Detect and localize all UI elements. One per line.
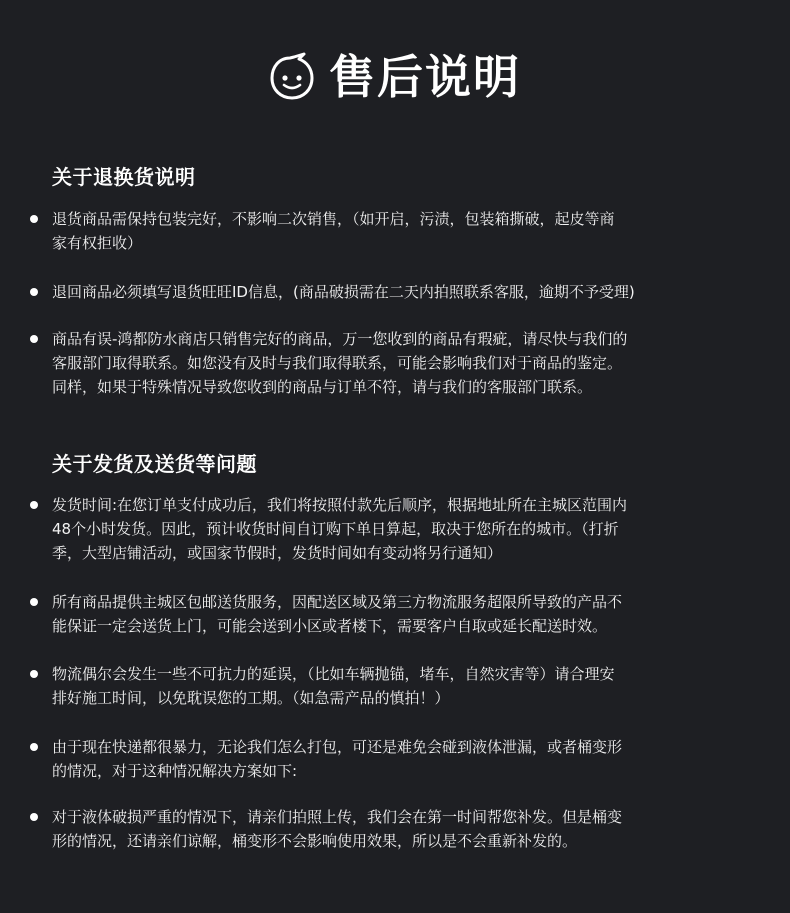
smiley-face-icon (269, 52, 315, 102)
list-item (30, 493, 760, 565)
header (0, 44, 790, 110)
list-item-text: 退回商品必须填写退货旺旺ID信息，(商品破损需在二天内拍照联系客服，逾期不予受理) (52, 283, 635, 301)
bullet-icon (30, 598, 38, 606)
list-item (30, 207, 760, 255)
page-title: 售后说明 (329, 50, 521, 104)
list-item-text: 发货时间:在您订单支付成功后，我们将按照付款先后顺序，根据地址所在主城区范围内 48个小时发货。因此，预计收货时间自订购下单日算起，取决于您所在的城市。（打折 季，大型店铺活动，或国家节假时，发货时间如有变动将另行通知） (52, 496, 628, 562)
bullet-icon (30, 501, 38, 509)
list-item (30, 590, 760, 638)
bullet-icon (30, 288, 38, 296)
list-item-text: 物流偶尔会发生一些不可抗力的延误，（比如车辆抛锚，堵车，自然灾害等）请合理安 排好施工时间，以免耽误您的工期。（如急需产品的慎拍！） (52, 665, 615, 707)
list-item (30, 735, 760, 783)
bullet-icon (30, 743, 38, 751)
bullet-icon (30, 813, 38, 821)
list-item-text: 对于液体破损严重的情况下，请亲们拍照上传，我们会在第一时间帮您补发。但是桶变 形的情况，还请亲们谅解，桶变形不会影响使用效果，所以是不会重新补发的。 (52, 808, 623, 850)
list-item-text: 所有商品提供主城区包邮送货服务，因配送区域及第三方物流服务超限所导致的产品不 能保证一定会送货上门，可能会送到小区或者楼下，需要客户自取或延长配送时效。 (52, 593, 623, 635)
list-item-text: 退货商品需保持包装完好，不影响二次销售，（如开启，污渍，包装箱撕破，起皮等商 家有权拒收） (52, 210, 615, 252)
list-item (30, 805, 760, 853)
bullet-icon (30, 335, 38, 343)
list-item-text: 商品有误-鸿都防水商店只销售完好的商品，万一您收到的商品有瑕疵，请尽快与我们的 客服部门取得联系。如您没有及时与我们取得联系，可能会影响我们对于商品的鉴定。 同样，如果于特殊情况导致您收到的商品与订单不符，请与我们的客服部门联系。 (52, 330, 628, 396)
section-title-shipping: 关于发货及送货等问题 (52, 452, 257, 476)
list-item (30, 327, 760, 399)
list-item (30, 280, 760, 304)
bullet-icon (30, 215, 38, 223)
list-item-text: 由于现在快递都很暴力，无论我们怎么打包，可还是难免会碰到液体泄漏，或者桶变形 的情况，对于这种情况解决方案如下: (52, 738, 623, 780)
bullet-icon (30, 670, 38, 678)
list-item (30, 662, 760, 710)
section-title-returns: 关于退换货说明 (52, 165, 196, 189)
